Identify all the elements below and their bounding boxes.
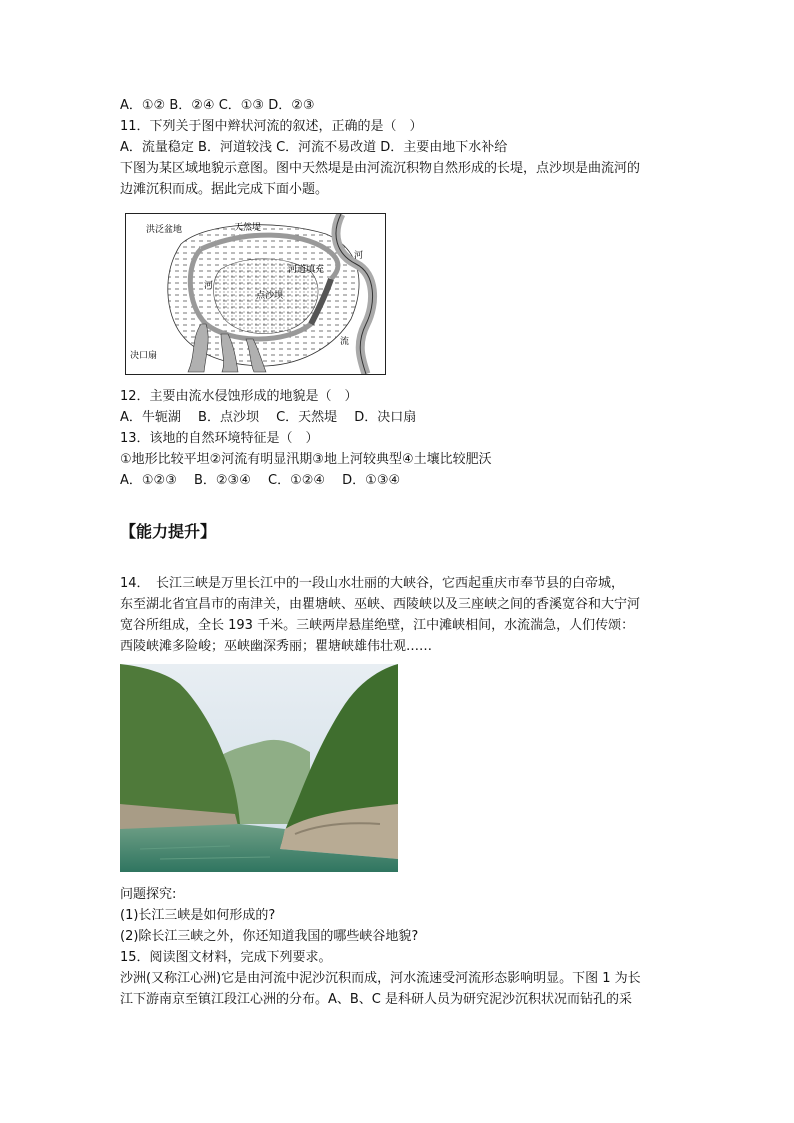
q14-sub-1: (1)长江三峡是如何形成的? <box>120 908 276 923</box>
q14-sub-2: (2)除长江三峡之外，你还知道我国的哪些峡谷地貌? <box>120 929 419 944</box>
label-river-he: 河 <box>354 251 364 261</box>
intro-line-2: 边滩沉积而成。据此完成下面小题。 <box>120 182 329 197</box>
q11-stem: 11．下列关于图中辫状河流的叙述，正确的是（ ） <box>120 119 423 134</box>
q15-stem: 15．阅读图文材料，完成下列要求。 <box>120 950 332 965</box>
q12-stem: 12．主要由流水侵蚀形成的地貌是（ ） <box>120 389 358 404</box>
label-fan: 决口扇 <box>130 351 158 361</box>
label-river-liu: 流 <box>340 337 350 347</box>
q15-line-1: 沙洲(又称江心洲)它是由河流中泥沙沉积而成，河水流速受河流形态影响明显。下图 1 为长 <box>120 971 641 986</box>
q15-line-2: 江下游南京至镇江段江心洲的分布。A、B、C 是科研人员为研究泥沙沉积状况而钻孔的采 <box>120 992 633 1007</box>
landform-map-drawing <box>126 214 385 374</box>
q14-line-2: 东至湖北省宜昌市的南津关，由瞿塘峡、巫峡、西陵峡以及三座峡之间的香溪宽谷和大宁河 <box>120 597 641 612</box>
label-basin: 洪泛盆地 <box>146 225 183 235</box>
label-river-left: 河 <box>204 281 214 291</box>
q12-options: A．牛轭湖 B．点沙坝 C．天然堤 D．决口扇 <box>120 410 417 425</box>
section-title: 【能力提升】 <box>120 522 217 541</box>
q11-options: A．流量稳定 B．河道较浅 C．河流不易改道 D．主要由地下水补给 <box>120 140 508 155</box>
q10-options: A．①② B．②④ C．①③ D．②③ <box>120 98 315 113</box>
q13-options: A．①②③ B．②③④ C．①②④ D．①③④ <box>120 473 401 488</box>
landform-map <box>125 213 386 375</box>
q13-statements: ①地形比较平坦②河流有明显汛期③地上河较典型④土壤比较肥沃 <box>120 452 492 467</box>
q14-line-1: 14． 长江三峡是万里长江中的一段山水壮丽的大峡谷，它西起重庆市奉节县的白帝城， <box>120 576 625 591</box>
q14-line-3: 宽谷所组成，全长 193 千米。三峡两岸悬崖绝壁，江中滩峡相间，水流湍急，人们传颂： <box>120 618 635 633</box>
label-levee: 天然堤 <box>234 223 262 233</box>
q13-stem: 13．该地的自然环境特征是（ ） <box>120 431 319 446</box>
q14-explore: 问题探究: <box>120 887 177 902</box>
label-channel-fill: 河道填充 <box>288 265 325 275</box>
label-point-bar: 点沙坝 <box>256 291 284 301</box>
q14-line-4: 西陵峡滩多险峻；巫峡幽深秀丽；瞿塘峡雄伟壮观…… <box>120 639 433 654</box>
gorge-photo-drawing <box>120 664 398 872</box>
gorge-photo <box>120 664 398 872</box>
intro-line-1: 下图为某区域地貌示意图。图中天然堤是由河流沉积物自然形成的长堤，点沙坝是曲流河的 <box>120 161 641 176</box>
